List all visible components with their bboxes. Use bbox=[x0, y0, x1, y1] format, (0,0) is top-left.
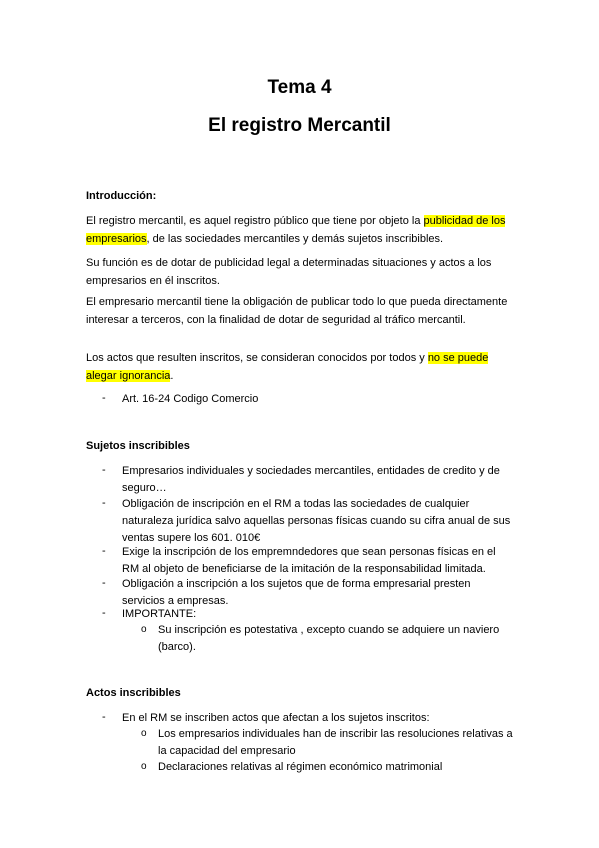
actos-sub-item-2: Declaraciones relativas al régimen económico matrimonial bbox=[158, 761, 443, 773]
doc-title-line2: El registro Mercantil bbox=[208, 115, 391, 136]
intro-p1-text-a: El registro mercantil, es aquel registro público que tiene por objeto la bbox=[86, 215, 424, 227]
sujetos-item-3: Exige la inscripción de los empremndedores que sean personas físicas en el RM al objeto de beneficiarse de la imitación de la responsabilidad limitada. bbox=[122, 546, 496, 575]
bullet-marker: - bbox=[102, 711, 106, 723]
doc-title-line1: Tema 4 bbox=[267, 77, 332, 98]
actos-heading: Actos inscribibles bbox=[86, 687, 181, 699]
intro-p1-highlight: publicidad de los empresarios bbox=[86, 215, 506, 245]
bullet-marker: - bbox=[102, 577, 106, 589]
sujetos-item-1: Empresarios individuales y sociedades mercantiles, entidades de credito y de seguro… bbox=[122, 465, 500, 494]
sujetos-sub-item-1: Su inscripción es potestativa , excepto cuando se adquiere un naviero (barco). bbox=[158, 624, 500, 653]
sujetos-heading: Sujetos inscribibles bbox=[86, 440, 190, 452]
intro-paragraph-2: Su función es de dotar de publicidad legal a determinadas situaciones y actos a los empresarios en él inscritos. bbox=[86, 257, 492, 287]
intro-p4-text-a: Los actos que resulten inscritos, se consideran conocidos por todos y bbox=[86, 352, 428, 364]
intro-heading: Introducción: bbox=[86, 190, 157, 202]
bullet-marker: - bbox=[102, 607, 106, 619]
intro-bullet-item: Art. 16-24 Codigo Comercio bbox=[122, 393, 259, 405]
sub-bullet-marker: o bbox=[141, 624, 147, 635]
intro-paragraph-3: El empresario mercantil tiene la obligación de publicar todo lo que pueda directamente interesar a terceros, con la finalidad de dotar de seguridad al tráfico mercantil. bbox=[86, 296, 508, 326]
intro-p4-highlight: no se puede alegar ignorancia bbox=[86, 352, 489, 382]
sujetos-item-4: Obligación a inscripción a los sujetos que de forma empresarial presten servicios a empresas. bbox=[122, 578, 471, 607]
bullet-marker: - bbox=[102, 392, 106, 404]
intro-p1-text-b: , de las sociedades mercantiles y demás sujetos inscribibles. bbox=[146, 232, 444, 245]
intro-paragraph-4 bbox=[86, 350, 516, 385]
sub-bullet-marker: o bbox=[141, 761, 147, 772]
actos-item-1: En el RM se inscriben actos que afectan a los sujetos inscritos: bbox=[122, 712, 430, 724]
sujetos-item-2: Obligación de inscripción en el RM a todas las sociedades de cualquier naturaleza jurídica salvo aquellas personas físicas cuando su cifra anual de sus ventas supere los 601. 010€ bbox=[122, 498, 511, 544]
intro-paragraph-1 bbox=[86, 213, 516, 248]
intro-p4-text-b: . bbox=[170, 369, 174, 382]
bullet-marker: - bbox=[102, 497, 106, 509]
bullet-marker: - bbox=[102, 464, 106, 476]
bullet-marker: - bbox=[102, 545, 106, 557]
actos-sub-item-1: Los empresarios individuales han de inscribir las resoluciones relativas a la capacidad del empresario bbox=[158, 728, 513, 757]
sub-bullet-marker: o bbox=[141, 728, 147, 739]
sujetos-item-5: IMPORTANTE: bbox=[122, 608, 197, 620]
